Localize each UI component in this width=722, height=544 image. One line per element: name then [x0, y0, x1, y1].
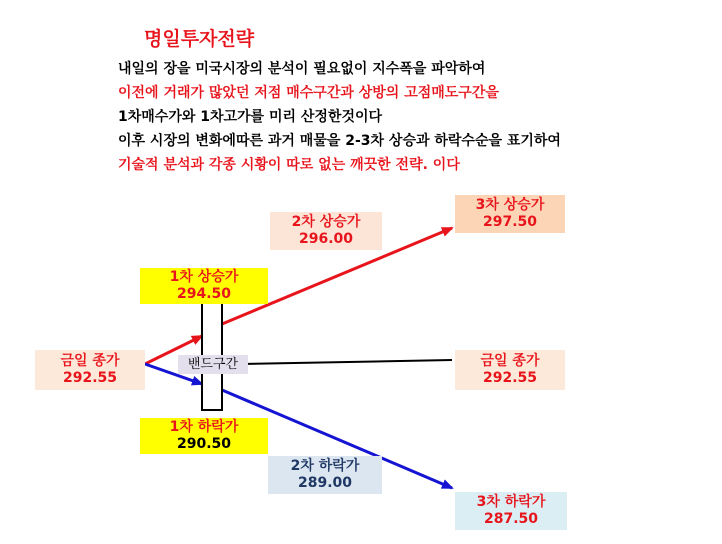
description-line-4: 이후 시장의 변화에따른 과거 매물을 2-3차 상승과 하락수순을 표기하여	[118, 133, 561, 149]
fall1-box	[140, 418, 268, 454]
description-line-5: 기술적 분석과 각종 시황이 따로 없는 깨끗한 전략. 이다	[118, 157, 460, 173]
fall3-box	[455, 492, 567, 530]
rise2-value: 296.00	[298, 231, 354, 247]
rise1-label: 1차 상승가	[169, 269, 239, 285]
fall2-box	[268, 456, 382, 494]
today-close-left-label: 금일 종가	[60, 353, 120, 369]
fall3-label: 3차 하락가	[476, 494, 546, 510]
page-title: 명일투자전략	[144, 28, 255, 50]
today-close-left-value: 292.55	[62, 370, 118, 386]
fall1-value: 290.50	[176, 436, 232, 452]
fall2-label: 2차 하락가	[290, 458, 360, 474]
fall3-value: 287.50	[483, 511, 539, 527]
today-close-right-label: 금일 종가	[480, 353, 540, 369]
fall1-label: 1차 하락가	[169, 419, 239, 435]
band-label: 밴드구간	[187, 357, 239, 372]
rise3-label: 3차 상승가	[475, 197, 545, 213]
today-close-left-box	[35, 350, 145, 390]
rise2-box	[270, 212, 382, 250]
fall2-value: 289.00	[297, 475, 353, 491]
band-label-box	[178, 355, 248, 374]
rise3-value: 297.50	[482, 214, 538, 230]
rise1-box	[140, 268, 268, 304]
description-line-3: 1차매수가와 1차고가를 미리 산정한것이다	[118, 109, 383, 125]
description-line-2: 이전에 거래가 많았던 저점 매수구간과 상방의 고점매도구간을	[118, 85, 499, 101]
rise1-value: 294.50	[176, 286, 232, 302]
today-close-right-value: 292.55	[482, 370, 538, 386]
today-close-right-box	[455, 350, 565, 390]
rise3-box	[455, 195, 565, 233]
description-line-1: 내일의 장을 미국시장의 분석이 필요없이 지수폭을 파악하여	[118, 61, 486, 77]
rise2-label: 2차 상승가	[291, 214, 361, 230]
close-horizontal-line	[240, 360, 452, 364]
